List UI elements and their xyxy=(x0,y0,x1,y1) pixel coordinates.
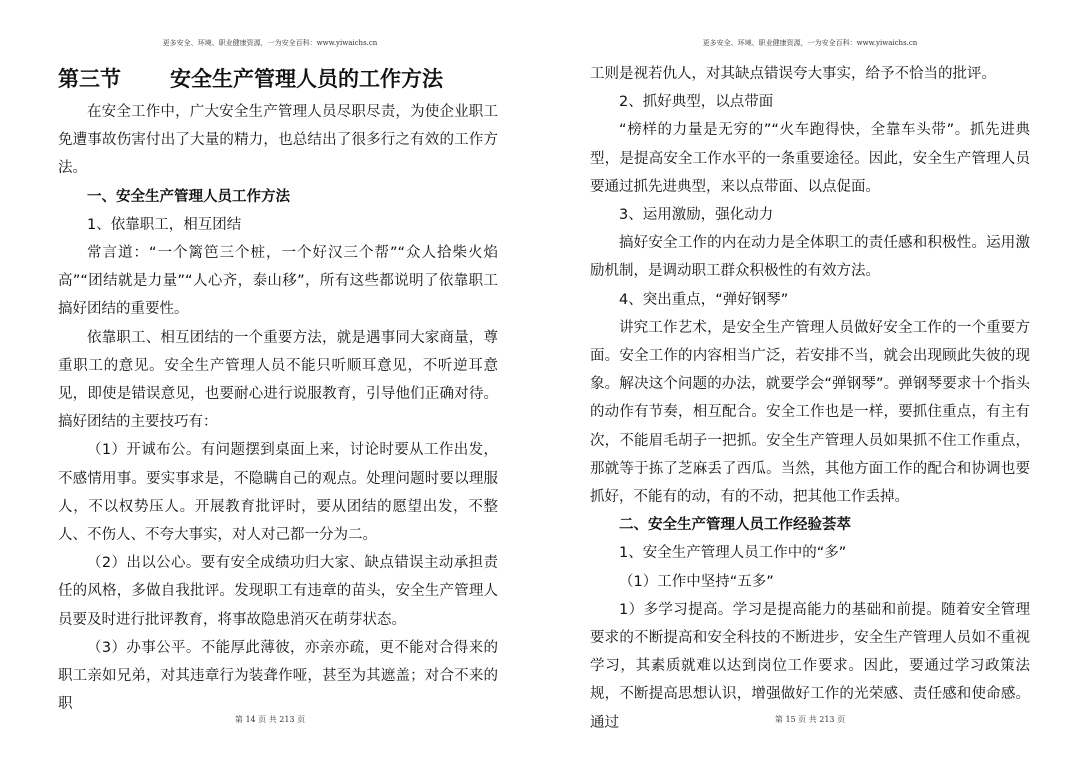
paragraph: 1）多学习提高。学习是提高能力的基础和前提。随着安全管理要求的不断提高和安全科技的不断进步，安全生产管理人员如不重视学习，其素质就难以达到岗位工作要求。因此，要通过学习政策法规，不断提高思想认识，增强做好工作的光荣感、责任感和使命感。通过 xyxy=(590,601,1030,731)
section-number: 第三节 xyxy=(58,67,121,91)
section-heading: 安全生产管理人员的工作方法 xyxy=(170,67,443,91)
left-page-header: 更多安全、环境、职业健康资源，一为安全百科：www.yiwaichs.cn xyxy=(162,39,378,47)
paragraph: 依靠职工、相互团结的一个重要方法，就是遇事同大家商量，尊重职工的意见。安全生产管理人员不能只听顺耳意见，不听逆耳意见，即使是错误意见，也要耐心进行说服教育，引导他们正确对待。搞好团结的主要技巧有： xyxy=(58,329,498,431)
paragraph: （2）出以公心。要有安全成绩功归大家、缺点错误主动承担责任的风格，多做自我批评。发现职工有违章的苗头，安全生产管理人员要及时进行批评教育，将事故隐患消灭在萌芽状态。 xyxy=(58,555,498,628)
item-heading: 1、安全生产管理人员工作中的“多” xyxy=(619,545,847,562)
paragraph: 搞好安全工作的内在动力是全体职工的责任感和积极性。运用激励机制，是调动职工群众积极性的有效方法。 xyxy=(590,235,1030,280)
paragraph-continued: 工则是视若仇人，对其缺点错误夸大事实，给予不恰当的批评。 xyxy=(590,66,996,82)
right-page xyxy=(540,0,1080,763)
right-page-footer: 第 15 页 共 213 页 xyxy=(774,715,846,724)
paragraph: （3）办事公平。不能厚此薄彼，亦亲亦疏，更不能对合得来的职工亲如兄弟，对其违章行为装聋作哑，甚至为其遮盖；对合不来的职 xyxy=(58,639,498,713)
subsection-heading: 一、安全生产管理人员工作方法 xyxy=(87,188,290,205)
paragraph: 讲究工作艺术，是安全生产管理人员做好安全工作的一个重要方面。安全工作的内容相当广泛，若安排不当，就会出现顾此失彼的现象。解决这个问题的办法，就要学会“弹钢琴”。弹钢琴要求十个指头的动作有节奏，相互配合。安全工作也是一样，要抓住重点，有主有次，不能眉毛胡子一把抓。安全生产管理人员如果抓不住工作重点，那就等于拣了芝麻丢了西瓜。当然，其他方面工作的配合和协调也要抓好，不能有的动，有的不动，把其他工作丢掉。 xyxy=(590,319,1030,506)
left-page-footer: 第 14 页 共 213 页 xyxy=(234,715,306,724)
left-page-body xyxy=(58,60,498,718)
item-heading: 4、突出重点，“弹好钢琴” xyxy=(619,291,789,308)
item-heading: 3、运用激励，强化动力 xyxy=(619,207,774,224)
item-heading: （1）工作中坚持“五多” xyxy=(619,573,774,590)
right-page-header: 更多安全、环境、职业健康资源，一为安全百科：www.yiwaichs.cn xyxy=(702,39,918,47)
right-page-body xyxy=(590,60,1030,737)
paragraph: 在安全工作中，广大安全生产管理人员尽职尽责，为使企业职工免遭事故伤害付出了大量的精力，也总结出了很多行之有效的工作方法。 xyxy=(58,104,498,177)
paragraph: （1）开诚布公。有问题摆到桌面上来，讨论时要从工作出发，不感情用事。要实事求是，不隐瞒自己的观点。处理问题时要以理服人，不以权势压人。开展教育批评时，要从团结的愿望出发，不整人、不伤人、不夸大事实，对人对己都一分为二。 xyxy=(58,442,498,544)
paragraph: “榜样的力量是无穷的”“火车跑得快，全靠车头带”。抓先进典型，是提高安全工作水平的一条重要途径。因此，安全生产管理人员要通过抓先进典型，来以点带面、以点促面。 xyxy=(590,122,1030,195)
section-title xyxy=(58,60,498,98)
item-heading: 1、依靠职工，相互团结 xyxy=(87,216,242,233)
subsection-heading: 二、安全生产管理人员工作经验荟萃 xyxy=(619,517,851,534)
item-heading: 2、抓好典型，以点带面 xyxy=(619,94,774,111)
paragraph: 常言道：“一个篱笆三个桩，一个好汉三个帮”“众人拾柴火焰高”“团结就是力量”“人心齐，泰山移”，所有这些都说明了依靠职工搞好团结的重要性。 xyxy=(58,245,498,318)
